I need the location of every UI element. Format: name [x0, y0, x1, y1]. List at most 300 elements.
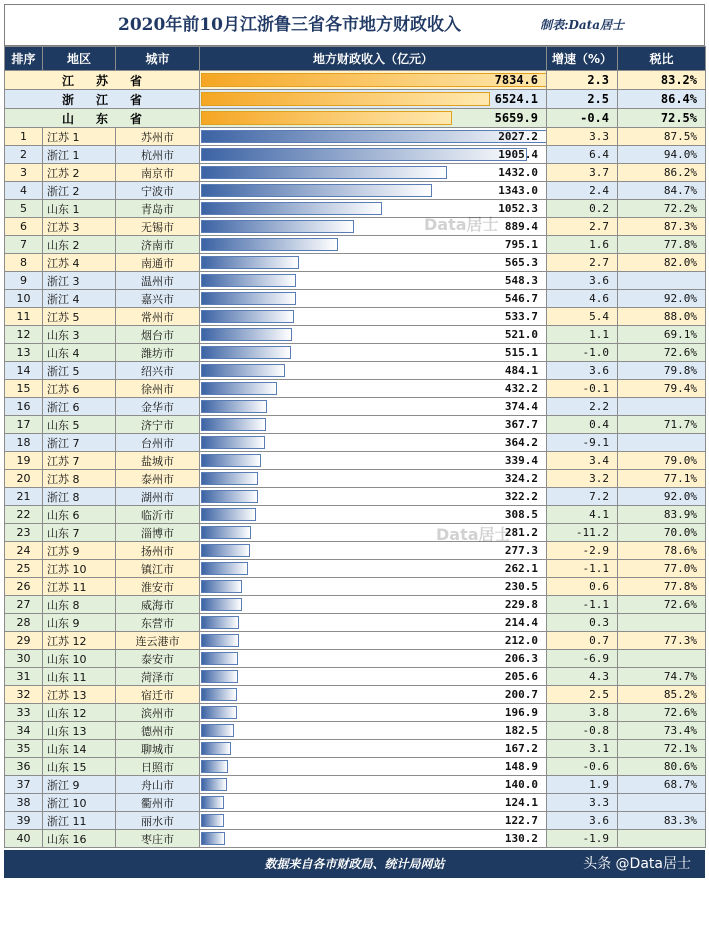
- city-row: [5, 776, 706, 794]
- revenue-bar: [201, 364, 285, 377]
- footer-bar: [4, 850, 705, 878]
- city-row: [5, 326, 706, 344]
- region-cell: 浙江 1: [43, 146, 116, 164]
- tax-ratio: [618, 434, 706, 452]
- revenue-bar: [201, 526, 251, 539]
- city-name: 东营市: [116, 614, 200, 632]
- revenue-cell: [200, 830, 547, 848]
- revenue-value: 374.4: [504, 400, 538, 413]
- rank-cell: 7: [5, 236, 43, 254]
- revenue-bar: [201, 418, 266, 431]
- rank-cell: 37: [5, 776, 43, 794]
- header-rank: 排序: [5, 47, 43, 71]
- region-cell: 山东 6: [43, 506, 116, 524]
- region-cell: 浙江 7: [43, 434, 116, 452]
- growth-value: 5.4: [547, 308, 618, 326]
- revenue-cell: [200, 812, 547, 830]
- city-row: [5, 794, 706, 812]
- tax-ratio: 77.1%: [618, 470, 706, 488]
- tax-ratio: 72.6%: [618, 596, 706, 614]
- city-name: 聊城市: [116, 740, 200, 758]
- revenue-bar: [201, 490, 258, 503]
- region-cell: 江苏 10: [43, 560, 116, 578]
- revenue-bar: [201, 652, 238, 665]
- revenue-cell: [200, 650, 547, 668]
- region-cell: 浙江 4: [43, 290, 116, 308]
- tax-ratio: 83.9%: [618, 506, 706, 524]
- city-row: [5, 254, 706, 272]
- region-cell: 浙江 6: [43, 398, 116, 416]
- title-row: [4, 4, 705, 46]
- tax-ratio: 84.7%: [618, 182, 706, 200]
- rank-cell: 18: [5, 434, 43, 452]
- city-row: [5, 290, 706, 308]
- revenue-cell: [200, 596, 547, 614]
- revenue-value: 521.0: [504, 328, 538, 341]
- tax-ratio: [618, 650, 706, 668]
- revenue-cell: [200, 758, 547, 776]
- revenue-value: 1052.3: [498, 202, 538, 215]
- revenue-cell: [200, 434, 547, 452]
- revenue-cell: [200, 470, 547, 488]
- revenue-bar: [201, 382, 277, 395]
- city-row: [5, 416, 706, 434]
- city-name: 德州市: [116, 722, 200, 740]
- tax-ratio: [618, 794, 706, 812]
- region-cell: 山东 4: [43, 344, 116, 362]
- revenue-bar: [201, 328, 292, 341]
- growth-value: -0.4: [547, 109, 618, 128]
- tax-ratio: 78.6%: [618, 542, 706, 560]
- city-name: 菏泽市: [116, 668, 200, 686]
- region-cell: 山东 10: [43, 650, 116, 668]
- revenue-value: 230.5: [504, 580, 538, 593]
- revenue-cell: [200, 380, 547, 398]
- growth-value: -1.1: [547, 560, 618, 578]
- revenue-bar: [201, 130, 547, 143]
- credit-label: 制表:Data居士: [540, 18, 624, 32]
- revenue-value: 484.1: [504, 364, 538, 377]
- revenue-cell: [200, 614, 547, 632]
- city-row: [5, 614, 706, 632]
- province-name: 江苏省: [5, 71, 200, 90]
- rank-cell: 31: [5, 668, 43, 686]
- revenue-cell: [200, 560, 547, 578]
- growth-value: -9.1: [547, 434, 618, 452]
- revenue-value: 548.3: [504, 274, 538, 287]
- tax-ratio: 74.7%: [618, 668, 706, 686]
- growth-value: 2.7: [547, 254, 618, 272]
- growth-value: -1.9: [547, 830, 618, 848]
- revenue-bar: [201, 292, 296, 305]
- region-cell: 山东 5: [43, 416, 116, 434]
- city-name: 台州市: [116, 434, 200, 452]
- revenue-value: 1432.0: [498, 166, 538, 179]
- city-name: 日照市: [116, 758, 200, 776]
- tax-ratio: 72.6%: [618, 344, 706, 362]
- tax-ratio: 92.0%: [618, 290, 706, 308]
- revenue-table: [4, 46, 706, 848]
- city-name: 盐城市: [116, 452, 200, 470]
- revenue-value: 308.5: [504, 508, 538, 521]
- city-row: [5, 632, 706, 650]
- region-cell: 山东 12: [43, 704, 116, 722]
- tax-ratio: 70.0%: [618, 524, 706, 542]
- revenue-cell: [200, 146, 547, 164]
- tax-ratio: 86.4%: [618, 90, 706, 109]
- revenue-cell: [200, 452, 547, 470]
- footer-source: 数据来自各市财政局、统计局网站: [264, 857, 445, 871]
- header-revenue: 地方财政收入（亿元）: [200, 47, 547, 71]
- revenue-value: 364.2: [504, 436, 538, 449]
- city-row: [5, 758, 706, 776]
- rank-cell: 12: [5, 326, 43, 344]
- region-cell: 浙江 8: [43, 488, 116, 506]
- city-name: 威海市: [116, 596, 200, 614]
- revenue-cell: [200, 740, 547, 758]
- revenue-bar: [201, 598, 242, 611]
- growth-value: -1.1: [547, 596, 618, 614]
- city-name: 枣庄市: [116, 830, 200, 848]
- growth-value: -0.1: [547, 380, 618, 398]
- revenue-value: 212.0: [504, 634, 538, 647]
- revenue-cell: [200, 109, 547, 128]
- city-row: [5, 434, 706, 452]
- rank-cell: 29: [5, 632, 43, 650]
- city-row: [5, 650, 706, 668]
- revenue-cell: [200, 776, 547, 794]
- revenue-value: 229.8: [504, 598, 538, 611]
- rank-cell: 1: [5, 128, 43, 146]
- tax-ratio: 94.0%: [618, 146, 706, 164]
- revenue-bar: [201, 796, 224, 809]
- city-row: [5, 542, 706, 560]
- city-row: [5, 686, 706, 704]
- revenue-cell: [200, 290, 547, 308]
- growth-value: 7.2: [547, 488, 618, 506]
- region-cell: 山东 15: [43, 758, 116, 776]
- city-name: 绍兴市: [116, 362, 200, 380]
- rank-cell: 32: [5, 686, 43, 704]
- rank-cell: 27: [5, 596, 43, 614]
- growth-value: -1.0: [547, 344, 618, 362]
- tax-ratio: [618, 272, 706, 290]
- city-name: 青岛市: [116, 200, 200, 218]
- rank-cell: 21: [5, 488, 43, 506]
- region-cell: 江苏 13: [43, 686, 116, 704]
- region-cell: 江苏 7: [43, 452, 116, 470]
- revenue-value: 795.1: [504, 238, 538, 251]
- city-name: 南通市: [116, 254, 200, 272]
- province-name: 山东省: [5, 109, 200, 128]
- revenue-value: 367.7: [504, 418, 538, 431]
- city-name: 泰州市: [116, 470, 200, 488]
- rank-cell: 28: [5, 614, 43, 632]
- tax-ratio: 77.8%: [618, 578, 706, 596]
- revenue-value: 140.0: [504, 778, 538, 791]
- growth-value: 1.9: [547, 776, 618, 794]
- tax-ratio: 79.4%: [618, 380, 706, 398]
- tax-ratio: [618, 830, 706, 848]
- chart-title: 2020年前10月江浙鲁三省各市地方财政收入: [118, 15, 461, 35]
- region-cell: 江苏 4: [43, 254, 116, 272]
- city-name: 临沂市: [116, 506, 200, 524]
- revenue-bar: [201, 472, 258, 485]
- revenue-cell: [200, 632, 547, 650]
- city-name: 淄博市: [116, 524, 200, 542]
- revenue-value: 565.3: [504, 256, 538, 269]
- growth-value: 4.1: [547, 506, 618, 524]
- revenue-bar: [201, 220, 354, 233]
- revenue-value: 130.2: [504, 832, 538, 845]
- city-name: 连云港市: [116, 632, 200, 650]
- region-cell: 江苏 1: [43, 128, 116, 146]
- city-name: 淮安市: [116, 578, 200, 596]
- growth-value: 3.2: [547, 470, 618, 488]
- city-name: 烟台市: [116, 326, 200, 344]
- growth-value: 2.2: [547, 398, 618, 416]
- tax-ratio: 86.2%: [618, 164, 706, 182]
- header-region: 地区: [43, 47, 116, 71]
- tax-ratio: [618, 398, 706, 416]
- growth-value: -0.6: [547, 758, 618, 776]
- growth-value: 0.6: [547, 578, 618, 596]
- growth-value: 3.4: [547, 452, 618, 470]
- city-name: 济南市: [116, 236, 200, 254]
- city-row: [5, 272, 706, 290]
- revenue-value: 148.9: [504, 760, 538, 773]
- city-row: [5, 344, 706, 362]
- region-cell: 浙江 5: [43, 362, 116, 380]
- revenue-bar: [201, 202, 382, 215]
- city-row: [5, 146, 706, 164]
- rank-cell: 20: [5, 470, 43, 488]
- chart-container: [4, 4, 705, 878]
- region-cell: 江苏 8: [43, 470, 116, 488]
- rank-cell: 11: [5, 308, 43, 326]
- rank-cell: 17: [5, 416, 43, 434]
- region-cell: 山东 11: [43, 668, 116, 686]
- growth-value: 3.3: [547, 128, 618, 146]
- growth-value: -0.8: [547, 722, 618, 740]
- city-row: [5, 362, 706, 380]
- growth-value: 3.7: [547, 164, 618, 182]
- growth-value: 4.3: [547, 668, 618, 686]
- city-row: [5, 830, 706, 848]
- revenue-cell: [200, 794, 547, 812]
- city-row: [5, 164, 706, 182]
- revenue-cell: [200, 506, 547, 524]
- revenue-cell: [200, 90, 547, 109]
- city-row: [5, 560, 706, 578]
- growth-value: 2.3: [547, 71, 618, 90]
- region-cell: 浙江 9: [43, 776, 116, 794]
- region-cell: 山东 16: [43, 830, 116, 848]
- revenue-value: 6524.1: [494, 92, 538, 106]
- revenue-bar: [201, 454, 261, 467]
- region-cell: 浙江 2: [43, 182, 116, 200]
- city-name: 徐州市: [116, 380, 200, 398]
- region-cell: 江苏 9: [43, 542, 116, 560]
- revenue-bar: [201, 760, 228, 773]
- city-name: 温州市: [116, 272, 200, 290]
- region-cell: 浙江 3: [43, 272, 116, 290]
- growth-value: 2.4: [547, 182, 618, 200]
- city-row: [5, 722, 706, 740]
- rank-cell: 19: [5, 452, 43, 470]
- rank-cell: 40: [5, 830, 43, 848]
- revenue-value: 122.7: [504, 814, 538, 827]
- city-name: 潍坊市: [116, 344, 200, 362]
- rank-cell: 9: [5, 272, 43, 290]
- revenue-bar: [201, 778, 227, 791]
- tax-ratio: 88.0%: [618, 308, 706, 326]
- rank-cell: 14: [5, 362, 43, 380]
- tax-ratio: 73.4%: [618, 722, 706, 740]
- city-name: 无锡市: [116, 218, 200, 236]
- revenue-bar: [201, 166, 447, 179]
- revenue-bar: [201, 238, 338, 251]
- revenue-cell: [200, 398, 547, 416]
- tax-ratio: 72.1%: [618, 740, 706, 758]
- revenue-value: 889.4: [504, 220, 538, 233]
- revenue-value: 324.2: [504, 472, 538, 485]
- region-cell: 浙江 11: [43, 812, 116, 830]
- revenue-cell: [200, 578, 547, 596]
- city-row: [5, 452, 706, 470]
- city-name: 嘉兴市: [116, 290, 200, 308]
- watermark: Data居士: [424, 215, 499, 234]
- header-tax: 税比: [618, 47, 706, 71]
- city-name: 金华市: [116, 398, 200, 416]
- tax-ratio: 77.0%: [618, 560, 706, 578]
- growth-value: -6.9: [547, 650, 618, 668]
- growth-value: 0.3: [547, 614, 618, 632]
- growth-value: 2.5: [547, 90, 618, 109]
- city-name: 南京市: [116, 164, 200, 182]
- revenue-cell: [200, 71, 547, 90]
- tax-ratio: 87.5%: [618, 128, 706, 146]
- growth-value: 3.6: [547, 272, 618, 290]
- tax-ratio: 79.0%: [618, 452, 706, 470]
- region-cell: 山东 13: [43, 722, 116, 740]
- growth-value: 0.2: [547, 200, 618, 218]
- tax-ratio: 85.2%: [618, 686, 706, 704]
- revenue-bar: [201, 436, 265, 449]
- tax-ratio: 79.8%: [618, 362, 706, 380]
- growth-value: 2.7: [547, 218, 618, 236]
- city-name: 常州市: [116, 308, 200, 326]
- rank-cell: 33: [5, 704, 43, 722]
- region-cell: 江苏 2: [43, 164, 116, 182]
- revenue-cell: [200, 362, 547, 380]
- watermark: Data居士: [436, 525, 511, 544]
- city-row: [5, 506, 706, 524]
- revenue-cell: [200, 326, 547, 344]
- revenue-bar: [201, 616, 239, 629]
- revenue-value: 515.1: [504, 346, 538, 359]
- city-row: [5, 470, 706, 488]
- rank-cell: 35: [5, 740, 43, 758]
- rank-cell: 15: [5, 380, 43, 398]
- header-city: 城市: [116, 47, 200, 71]
- revenue-bar: [201, 724, 234, 737]
- city-row: [5, 596, 706, 614]
- rank-cell: 10: [5, 290, 43, 308]
- revenue-value: 205.6: [504, 670, 538, 683]
- province-revenue-bar: [201, 92, 490, 106]
- city-name: 宿迁市: [116, 686, 200, 704]
- revenue-bar: [201, 310, 294, 323]
- city-row: [5, 812, 706, 830]
- tax-ratio: 83.2%: [618, 71, 706, 90]
- growth-value: 6.4: [547, 146, 618, 164]
- revenue-value: 5659.9: [494, 111, 538, 125]
- revenue-value: 2027.2: [498, 130, 538, 143]
- city-name: 湖州市: [116, 488, 200, 506]
- growth-value: 3.3: [547, 794, 618, 812]
- revenue-cell: [200, 272, 547, 290]
- rank-cell: 22: [5, 506, 43, 524]
- city-row: [5, 524, 706, 542]
- rank-cell: 6: [5, 218, 43, 236]
- rank-cell: 38: [5, 794, 43, 812]
- city-row: [5, 488, 706, 506]
- region-cell: 山东 8: [43, 596, 116, 614]
- city-name: 滨州市: [116, 704, 200, 722]
- revenue-bar: [201, 580, 242, 593]
- revenue-cell: [200, 344, 547, 362]
- rank-cell: 13: [5, 344, 43, 362]
- region-cell: 山东 2: [43, 236, 116, 254]
- revenue-value: 200.7: [504, 688, 538, 701]
- province-row: [5, 90, 706, 109]
- city-row: [5, 578, 706, 596]
- region-cell: 浙江 10: [43, 794, 116, 812]
- city-row: [5, 200, 706, 218]
- city-row: [5, 380, 706, 398]
- revenue-value: 214.4: [504, 616, 538, 629]
- growth-value: 2.5: [547, 686, 618, 704]
- rank-cell: 24: [5, 542, 43, 560]
- tax-ratio: 68.7%: [618, 776, 706, 794]
- revenue-cell: [200, 686, 547, 704]
- table-body: [5, 71, 706, 848]
- revenue-cell: [200, 128, 547, 146]
- revenue-bar: [201, 634, 239, 647]
- region-cell: 山东 14: [43, 740, 116, 758]
- revenue-bar: [201, 274, 296, 287]
- tax-ratio: 83.3%: [618, 812, 706, 830]
- growth-value: 3.1: [547, 740, 618, 758]
- city-row: [5, 308, 706, 326]
- revenue-cell: [200, 722, 547, 740]
- city-row: [5, 236, 706, 254]
- tax-ratio: 72.5%: [618, 109, 706, 128]
- rank-cell: 8: [5, 254, 43, 272]
- revenue-value: 262.1: [504, 562, 538, 575]
- revenue-value: 432.2: [504, 382, 538, 395]
- revenue-cell: [200, 236, 547, 254]
- revenue-bar: [201, 832, 225, 845]
- header-row: [5, 47, 706, 71]
- city-name: 杭州市: [116, 146, 200, 164]
- growth-value: -11.2: [547, 524, 618, 542]
- growth-value: 3.8: [547, 704, 618, 722]
- region-cell: 山东 7: [43, 524, 116, 542]
- city-row: [5, 218, 706, 236]
- region-cell: 江苏 6: [43, 380, 116, 398]
